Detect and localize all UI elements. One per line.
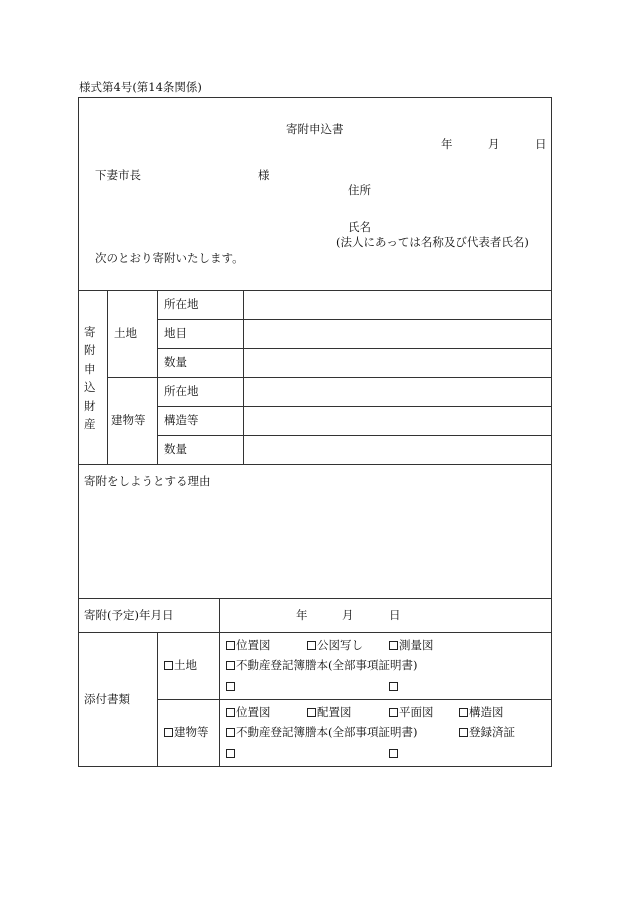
- building-floor-plan-item: 平面図: [389, 707, 434, 719]
- building-register-checkbox[interactable]: [226, 728, 235, 737]
- date-row-bottom-rule: [78, 632, 552, 633]
- building-inspection-cert-item: 登録済証: [459, 727, 515, 739]
- property-label-char: 財: [84, 398, 96, 413]
- property-label-char: 寄: [84, 324, 96, 339]
- attachments-label: 添付書類: [84, 692, 130, 706]
- land-survey-map-checkbox[interactable]: [389, 641, 398, 650]
- land-location-map-checkbox[interactable]: [226, 641, 235, 650]
- land-cadastral-map-item: 公図写し: [307, 640, 363, 652]
- form-number: 様式第4号(第14条関係): [79, 80, 202, 94]
- building-inspection-cert-checkbox[interactable]: [459, 728, 468, 737]
- land-location-map-item: 位置図: [226, 640, 271, 652]
- property-row-rule: [157, 406, 552, 407]
- property-table-bottom-rule: [78, 464, 552, 465]
- date-month-label: 月: [488, 137, 500, 151]
- statement: 次のとおり寄附いたします。: [95, 251, 244, 265]
- scheduled-year-label: 年: [296, 608, 308, 622]
- address-label: 住所: [348, 183, 371, 197]
- land-attachments-label: 土地: [164, 660, 197, 672]
- addressee: 下妻市長: [95, 168, 141, 182]
- building-layout-plan-item: 配置図: [307, 707, 352, 719]
- land-register-checkbox[interactable]: [226, 661, 235, 670]
- scheduled-date-label: 寄附(予定)年月日: [84, 608, 174, 622]
- land-other-item-b: [389, 681, 399, 693]
- building-floor-plan-checkbox[interactable]: [389, 708, 398, 717]
- name-label: 氏名: [348, 220, 371, 234]
- building-other-a-checkbox[interactable]: [226, 749, 235, 758]
- property-label-char: 込: [84, 380, 96, 394]
- building-other-b-checkbox[interactable]: [389, 749, 398, 758]
- date-row-col-rule: [219, 598, 220, 632]
- building-layout-plan-checkbox[interactable]: [307, 708, 316, 717]
- land-other-a-checkbox[interactable]: [226, 682, 235, 691]
- land-cadastral-map-checkbox[interactable]: [307, 641, 316, 650]
- date-year-label: 年: [441, 137, 453, 151]
- building-other-item-b: [389, 748, 399, 760]
- building-other-item-a: [226, 748, 236, 760]
- building-structure-plan-item: 構造図: [459, 707, 504, 719]
- property-label-char: 産: [84, 417, 96, 431]
- honorific: 様: [258, 168, 270, 182]
- building-structure-label: 構造等: [164, 413, 199, 427]
- land-label: 土地: [114, 326, 137, 340]
- date-day-label: 日: [535, 137, 547, 151]
- property-row-rule: [157, 348, 552, 349]
- land-register-item: 不動産登記簿謄本(全部事項証明書): [226, 660, 417, 672]
- property-row-rule: [157, 319, 552, 320]
- property-section-label: [84, 323, 96, 434]
- building-structure-plan-checkbox[interactable]: [459, 708, 468, 717]
- name-note: (法人にあっては名称及び代表者氏名): [336, 235, 529, 249]
- attachments-row-rule: [157, 699, 552, 700]
- building-checkbox[interactable]: [164, 728, 173, 737]
- property-label-char: 附: [84, 343, 96, 357]
- building-label: 建物等: [111, 413, 146, 427]
- land-checkbox[interactable]: [164, 661, 173, 670]
- scheduled-month-label: 月: [342, 608, 354, 622]
- building-location-map-checkbox[interactable]: [226, 708, 235, 717]
- land-other-item-a: [226, 681, 236, 693]
- reason-label: 寄附をしようとする理由: [84, 474, 211, 488]
- date-row-top-rule: [78, 598, 552, 599]
- property-group-rule: [107, 377, 552, 378]
- land-location-label: 所在地: [164, 297, 199, 311]
- building-location-map-item: 位置図: [226, 707, 271, 719]
- property-col-rule: [107, 290, 108, 464]
- property-col-rule: [157, 290, 158, 464]
- property-row-rule: [157, 435, 552, 436]
- land-other-b-checkbox[interactable]: [389, 682, 398, 691]
- scheduled-day-label: 日: [389, 608, 401, 622]
- building-attachments-label: 建物等: [164, 727, 209, 739]
- form-title: 寄附申込書: [286, 122, 344, 136]
- land-survey-map-item: 測量図: [389, 640, 434, 652]
- building-quantity-label: 数量: [164, 442, 187, 456]
- land-category-label: 地目: [164, 326, 187, 340]
- property-col-rule: [243, 290, 244, 464]
- property-table-top-rule: [78, 290, 552, 291]
- building-register-item: 不動産登記簿謄本(全部事項証明書): [226, 727, 417, 739]
- land-quantity-label: 数量: [164, 355, 187, 369]
- property-label-char: 申: [84, 361, 96, 376]
- building-location-label: 所在地: [164, 384, 199, 398]
